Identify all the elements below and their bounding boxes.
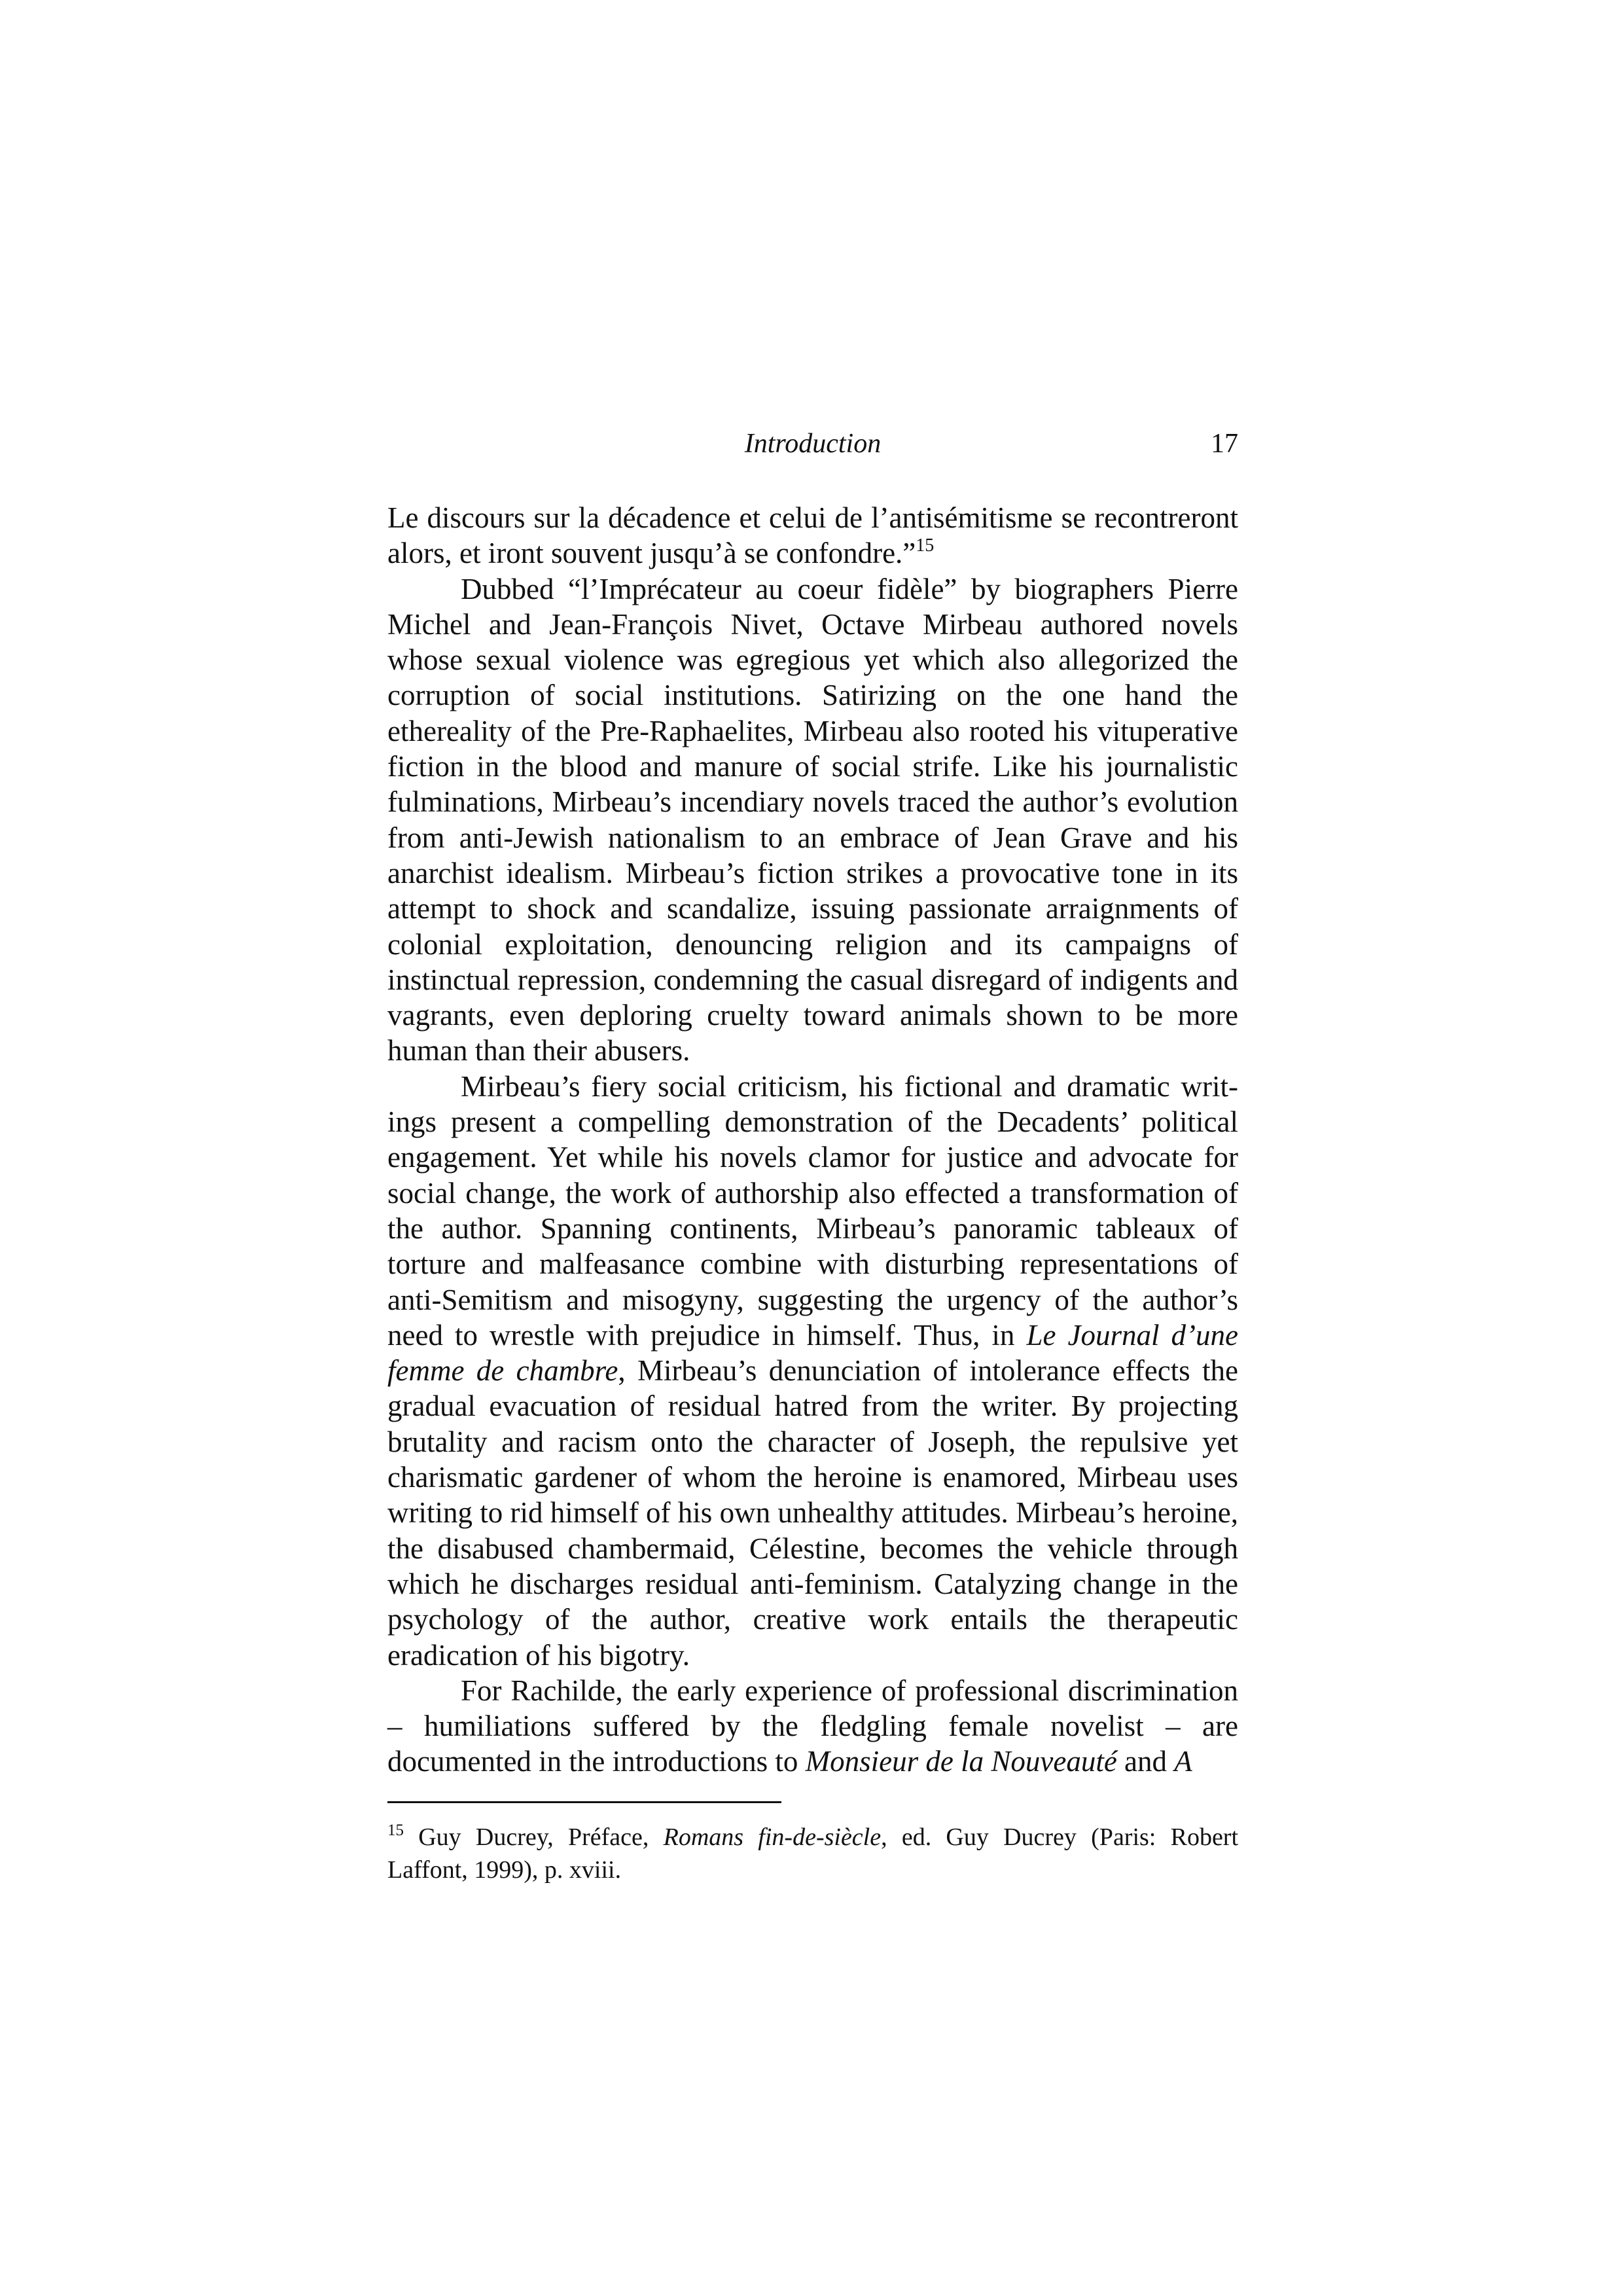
paragraph-4-text-a: For Rachilde, the early experience of professional discrimination – humiliations suffered by the fledgling female novelist – are documented in the introductions to bbox=[387, 1674, 1238, 1778]
running-head bbox=[387, 424, 1238, 463]
page-number: 17 bbox=[1211, 429, 1238, 459]
paragraph-continued bbox=[387, 500, 1238, 571]
paragraph-3-text-b: , Mirbeau’s denunciation of intolerance effects the gradual evacuation of residual hatred from the writer. By projecting brutality and racism onto the character of Joseph, the repulsive yet charismatic gardener of whom the heroine is enamored, Mirbeau uses writing to rid himself of his own unhealthy attitudes. Mirbeau’s heroine, the disabused chambermaid, Célestine, becomes the vehicle through which he discharges residual anti-feminism. Catalyzing change in the psychology of the author, creative work entails the therapeutic eradication of his bigotry. bbox=[387, 1354, 1239, 1672]
paragraph-3-text-a: Mirbeau’s fiery social criticism, his fictional and dramatic writings present a compelling demonstration of the Decadents’ political engagement. Yet while his novels clamor for justice and advocate for social change, the work of authorship also effected a transformation of the author. Spanning continents, Mirbeau’s panoramic tableaux of torture and malfeasance combine with disturbing representations of anti-Semitism and misogyny, suggesting the urgency of the author’s need to wrestle with prejudice in himself. Thus, in bbox=[387, 1069, 1238, 1352]
work-title-continued: A bbox=[1174, 1745, 1192, 1778]
paragraph-1-text: Le discours sur la décadence et celui de l’antisémitisme se recontreront alors, et iront souvent jusqu’à se confondre.” bbox=[387, 501, 1238, 570]
paragraph-mirbeau-intro: Dubbed “l’Imprécateur au coeur fidèle” by biographers Pierre Michel and Jean-François Nivet, Octave Mirbeau authored novels whose sexual violence was egregious yet which also allegorized the corruption of social institutions. Satirizing on the one hand the ethereality of the Pre-Raphaelites, Mirbeau also rooted his vituperative fiction in the blood and manure of social strife. Like his journalistic fulminations, Mirbeau’s incendiary novels traced the author’s evolution from anti-Jewish nationalism to an embrace of Jean Grave and his anarchist idealism. Mirbeau’s fiction strikes a provocative tone in its attempt to shock and scandalize, issuing passionate arraignments of colonial exploitation, denouncing religion and its campaigns of instinctual repression, condemning the casual disregard of indigents and vagrants, even deploring cruelty toward animals shown to be more human than their abusers. bbox=[387, 572, 1238, 1067]
work-title-nouveaute: Monsieur de la Nouveauté bbox=[805, 1745, 1117, 1778]
body-text bbox=[387, 500, 1238, 1780]
footnote-text-b: , ed. Guy Ducrey (Paris: Robert Laffont, 1999), p. xviii. bbox=[387, 1823, 1239, 1884]
footnote-15 bbox=[387, 1821, 1238, 1886]
paragraph-rachilde bbox=[387, 1673, 1238, 1780]
footnote-text-a: Guy Ducrey, Préface, bbox=[418, 1823, 649, 1851]
paragraph-4-text-b: and bbox=[1124, 1745, 1168, 1778]
running-head-title: Introduction bbox=[744, 429, 882, 459]
paragraph-mirbeau-criticism bbox=[387, 1069, 1238, 1673]
footnote-number: 15 bbox=[387, 1821, 404, 1839]
footnote-reference: 15 bbox=[916, 535, 935, 556]
work-title-journal: Le Journal d’une femme de chambre bbox=[387, 1318, 1239, 1388]
footnote-work-title: Romans fin-de-siècle bbox=[663, 1823, 882, 1851]
footnote-divider bbox=[387, 1801, 781, 1803]
